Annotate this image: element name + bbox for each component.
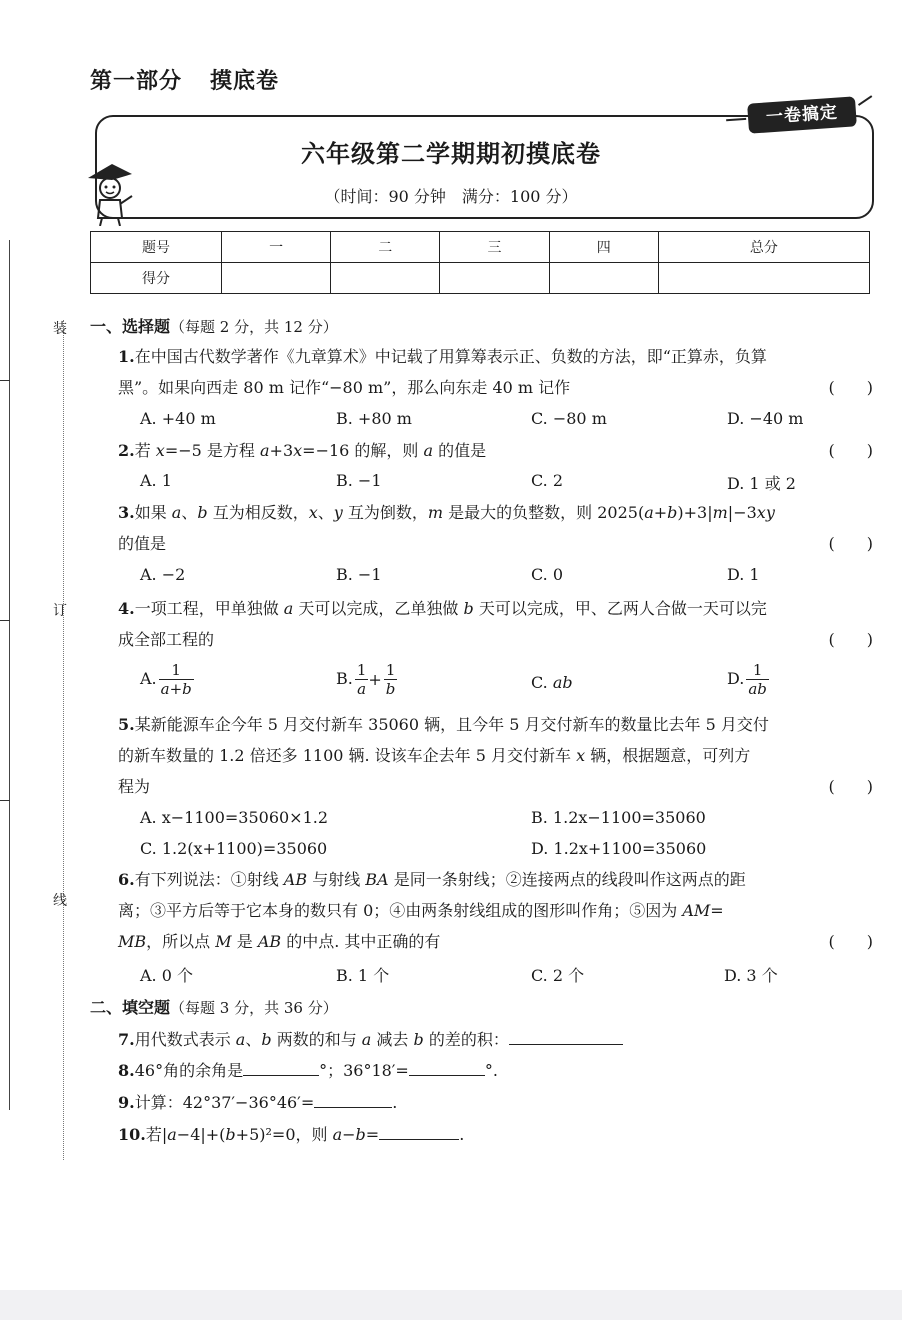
var-a: a — [171, 503, 182, 522]
question-text: 某新能源车企今年 5 月交付新车 35060 辆，且今年 5 月交付新车的数量比去年 5 月交付 — [134, 715, 769, 734]
answer-paren[interactable]: ( ) — [828, 932, 873, 951]
table-cell: 三 — [440, 232, 549, 263]
var-b: b — [261, 1030, 272, 1049]
score-table-header-row — [91, 232, 870, 263]
score-table-score-row — [91, 263, 870, 294]
score-input-cell[interactable] — [549, 263, 658, 294]
option-label: A. — [140, 669, 157, 688]
denominator — [384, 679, 398, 698]
question-text: °；36°18′= — [319, 1061, 409, 1080]
question-text: ，所以点 — [146, 932, 216, 951]
answer-paren[interactable]: ( ) — [828, 441, 873, 460]
question-text: 程为 — [118, 777, 151, 796]
question-text: . — [459, 1125, 465, 1144]
var-a: a — [332, 1125, 343, 1144]
option-c: C. −80 m — [531, 409, 607, 428]
question-text: 、 — [317, 503, 334, 522]
denominator-text: b — [385, 680, 396, 698]
option-d: D. 1.2x+1100=35060 — [531, 839, 707, 858]
question-number: 3. — [118, 503, 135, 522]
question-text: +5)²=0，则 — [235, 1125, 333, 1144]
denominator — [355, 679, 369, 698]
option-a: A. 1 — [140, 471, 172, 490]
section-note: （每题 2 分，共 12 分） — [170, 318, 338, 336]
var-a: a — [260, 441, 270, 460]
var-m: M — [215, 932, 232, 951]
question-text: 互为倒数， — [342, 503, 428, 522]
question-text: 是同一条射线；②连接两点的线段叫作这两点的距 — [388, 870, 746, 889]
denominator — [159, 679, 194, 698]
question-text: 的差的积： — [423, 1030, 509, 1049]
question-number: 4. — [118, 599, 135, 618]
question-text: 两数的和与 — [271, 1030, 362, 1049]
var-b: b — [413, 1030, 424, 1049]
question-text: 是 — [231, 932, 258, 951]
question-text: 若| — [145, 1125, 168, 1144]
option-b: B. −1 — [336, 565, 382, 584]
fraction — [355, 661, 369, 698]
question-text: 、 — [245, 1030, 262, 1049]
numerator: 1 — [385, 661, 396, 679]
part-name: 摸底卷 — [210, 69, 280, 94]
option-d: D. −40 m — [727, 409, 804, 428]
denominator — [746, 679, 769, 698]
option-c — [531, 673, 573, 692]
question-text: )+3| — [677, 503, 713, 522]
question-text: 用代数式表示 — [134, 1030, 236, 1049]
question-6 — [118, 864, 873, 957]
binding-edge-line — [9, 240, 10, 1110]
option-d: D. 1 — [727, 565, 760, 584]
var-ab: AB — [257, 932, 282, 951]
question-5 — [118, 709, 873, 802]
numerator: 1 — [171, 661, 181, 679]
var-b: b — [355, 1125, 366, 1144]
question-number: 7. — [118, 1030, 135, 1049]
option-b: B. +80 m — [336, 409, 412, 428]
answer-paren[interactable]: ( ) — [828, 630, 873, 649]
question-text: 与射线 — [307, 870, 366, 889]
answer-paren[interactable]: ( ) — [828, 378, 873, 397]
option-a: A. −2 — [140, 565, 186, 584]
binding-dotted-line — [63, 320, 64, 1160]
score-input-cell[interactable] — [658, 263, 869, 294]
var-m: m — [427, 503, 444, 522]
question-text: 减去 — [371, 1030, 414, 1049]
var-ab: AB — [283, 870, 308, 889]
option-d: D. 1 或 2 — [727, 474, 796, 493]
question-text: 的新车数量的 1.2 倍还多 1100 辆. 设该车企去年 5 月交付新车 — [118, 746, 577, 765]
question-text: =−5 是方程 — [164, 441, 260, 460]
score-table — [90, 231, 870, 294]
question-text: °. — [484, 1061, 498, 1080]
option-label: D. — [727, 669, 745, 688]
question-text: 天可以完成，甲、乙两人合做一天可以完 — [473, 599, 767, 618]
answer-blank[interactable] — [409, 1057, 485, 1076]
option-a: A. 0 个 — [140, 966, 193, 985]
answer-blank[interactable] — [243, 1057, 319, 1076]
fraction — [159, 661, 194, 698]
option-d: D. 3 个 — [724, 966, 778, 985]
var-a: a — [423, 441, 434, 460]
question-3 — [118, 497, 873, 559]
fraction — [384, 661, 398, 698]
var-am: AM — [682, 901, 711, 920]
question-number: 9. — [118, 1093, 135, 1112]
var-b: b — [463, 599, 474, 618]
table-cell: 一 — [222, 232, 331, 263]
badge-logo: 一卷搞定 — [747, 96, 857, 133]
var-b: b — [225, 1125, 236, 1144]
question-text: 辆，根据题意，可列方 — [585, 746, 751, 765]
option-c: C. 1.2(x+1100)=35060 — [140, 839, 328, 858]
var-x: x — [756, 503, 766, 522]
exam-subtitle: （时间：90 分钟 满分：100 分） — [324, 187, 578, 206]
answer-paren[interactable]: ( ) — [828, 777, 873, 796]
part-title — [90, 64, 279, 95]
section2-title — [90, 995, 338, 1018]
option-c: C. 0 — [531, 565, 564, 584]
question-text: 计算：42°37′−36°46′= — [134, 1093, 315, 1112]
question-text: 46°角的余角是 — [134, 1061, 244, 1080]
var-a: a — [235, 1030, 246, 1049]
question-text: 的中点. 其中正确的有 — [281, 932, 441, 951]
plus-sign: + — [368, 670, 382, 689]
option-label: C. — [531, 673, 548, 692]
margin-mark-ding: 订 — [53, 603, 67, 619]
var-b: b — [197, 503, 208, 522]
question-number: 1. — [118, 347, 135, 366]
option-b: B. 1.2x−1100=35060 — [531, 808, 706, 827]
question-number: 10. — [118, 1125, 146, 1144]
section1-title — [90, 314, 338, 337]
var-b: b — [667, 503, 678, 522]
section-note: （每题 3 分，共 36 分） — [170, 999, 338, 1017]
question-text: =−16 的解，则 — [302, 441, 424, 460]
option-b: B. 1 个 — [336, 966, 390, 985]
question-text: 在中国古代数学著作《九章算术》中记载了用算筹表示正、负数的方法，即“正算赤，负算 — [134, 347, 767, 366]
question-text: 一项工程，甲单独做 — [134, 599, 284, 618]
var-x: x — [576, 746, 586, 765]
question-text: 黑”。如果向西走 80 m 记作“−80 m”，那么向东走 40 m 记作 — [118, 378, 571, 397]
question-10 — [118, 1119, 873, 1150]
section-title-text: 一、选择题 — [90, 317, 171, 336]
part-label: 第一部分 — [90, 69, 183, 94]
question-text: |−3 — [727, 503, 757, 522]
question-text: 的值是 — [433, 441, 487, 460]
question-text: . — [392, 1093, 398, 1112]
question-text: 、 — [181, 503, 198, 522]
binding-edge-tick — [0, 380, 10, 381]
question-number: 6. — [118, 870, 135, 889]
answer-blank[interactable] — [379, 1121, 459, 1140]
answer-paren[interactable]: ( ) — [828, 534, 873, 553]
table-cell: 总分 — [658, 232, 869, 263]
numerator: 1 — [752, 661, 763, 679]
binding-edge-tick — [0, 620, 10, 621]
binding-edge-tick — [0, 800, 10, 801]
question-4 — [118, 593, 873, 655]
var-x: x — [155, 441, 165, 460]
question-text: 天可以完成，乙单独做 — [293, 599, 464, 618]
table-cell: 题号 — [91, 232, 222, 263]
var-a: a — [644, 503, 654, 522]
section-title-text: 二、填空题 — [90, 998, 171, 1017]
mascot-illustration — [82, 160, 138, 226]
question-number: 8. — [118, 1061, 135, 1080]
exam-title: 六年级第二学期期初摸底卷 — [301, 140, 601, 168]
question-text: 成全部工程的 — [118, 630, 215, 649]
var-ba: BA — [365, 870, 389, 889]
question-1 — [118, 341, 873, 403]
option-label: B. — [336, 669, 353, 688]
denominator-text: a+b — [160, 680, 192, 698]
question-text: 离；③平方后等于它本身的数只有 0；④由两条射线组成的图形叫作角；⑤因为 — [118, 901, 683, 920]
footer-band — [0, 1290, 902, 1320]
answer-blank[interactable] — [509, 1026, 623, 1045]
denominator-text: ab — [748, 680, 767, 698]
denominator-text: a — [357, 680, 367, 698]
var-y: y — [765, 503, 775, 522]
table-cell: 得分 — [91, 263, 222, 294]
option-c: C. 2 — [531, 471, 564, 490]
question-text: +3 — [269, 441, 294, 460]
var-mb: MB — [118, 932, 147, 951]
question-number: 5. — [118, 715, 135, 734]
score-input-cell[interactable] — [440, 263, 549, 294]
var-m: m — [712, 503, 728, 522]
question-8 — [118, 1055, 873, 1086]
question-text: + — [653, 503, 668, 522]
margin-mark-xian: 线 — [53, 893, 67, 909]
fraction — [746, 661, 769, 698]
option-d — [727, 661, 769, 698]
question-text: 如果 — [134, 503, 172, 522]
numerator: 1 — [356, 661, 367, 679]
question-number: 2. — [118, 441, 135, 460]
question-text: 有下列说法：①射线 — [134, 870, 284, 889]
margin-mark-zhuang: 装 — [53, 321, 67, 337]
question-text: 的值是 — [118, 534, 167, 553]
question-text: 互为相反数， — [207, 503, 309, 522]
answer-blank[interactable] — [314, 1089, 392, 1108]
question-text: − — [342, 1125, 356, 1144]
option-value: ab — [552, 673, 573, 692]
option-a — [140, 661, 194, 698]
var-a: a — [283, 599, 294, 618]
table-cell: 二 — [331, 232, 440, 263]
option-b — [336, 661, 397, 698]
score-input-cell[interactable] — [222, 263, 331, 294]
question-2 — [118, 435, 873, 466]
var-x: x — [293, 441, 303, 460]
table-cell: 四 — [549, 232, 658, 263]
option-a: A. +40 m — [140, 409, 216, 428]
question-text: 若 — [134, 441, 156, 460]
var-a: a — [361, 1030, 372, 1049]
question-text: −4|+( — [176, 1125, 226, 1144]
question-9 — [118, 1087, 873, 1118]
var-y: y — [333, 503, 343, 522]
question-text: = — [710, 901, 724, 920]
var-a: a — [167, 1125, 177, 1144]
question-7 — [118, 1024, 873, 1055]
option-a: A. x−1100=35060×1.2 — [140, 808, 329, 827]
question-text: 是最大的负整数，则 2025( — [443, 503, 645, 522]
score-input-cell[interactable] — [331, 263, 440, 294]
option-c: C. 2 个 — [531, 966, 585, 985]
var-x: x — [308, 503, 318, 522]
question-text: = — [365, 1125, 380, 1144]
option-b: B. −1 — [336, 471, 382, 490]
